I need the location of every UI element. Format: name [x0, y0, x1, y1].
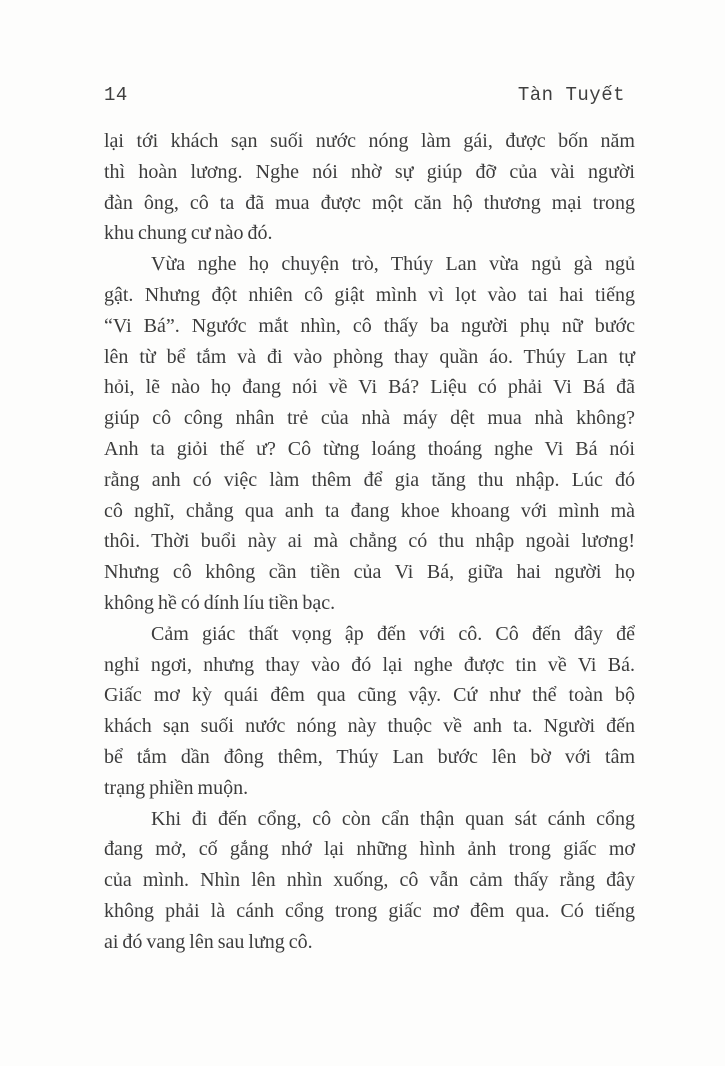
text-line: hỏi, lẽ nào họ đang nói về Vi Bá? Liệu có phải Vi Bá đã: [104, 376, 635, 399]
page-number: 14: [104, 84, 128, 106]
text-line: khách sạn suối nước nóng này thuộc về anh ta. Người đến: [104, 715, 635, 738]
text-line: Khi đi đến cổng, cô còn cẩn thận quan sát cánh cổng: [151, 807, 635, 830]
text-line: không phải là cánh cổng trong giấc mơ đêm qua. Có tiếng: [104, 899, 635, 922]
page-header: [104, 83, 625, 107]
text-line: không hề có dính líu tiền bạc.: [104, 591, 336, 614]
body-text: [104, 126, 635, 958]
text-line: cô nghĩ, chẳng qua anh ta đang khoe khoang với mình mà: [104, 499, 635, 522]
text-line: giúp cô công nhân trẻ của nhà máy dệt mua nhà không?: [104, 407, 635, 430]
running-title: Tàn Tuyết: [517, 84, 625, 106]
text-line: nghỉ ngơi, nhưng thay vào đó lại nghe được tin về Vi Bá.: [104, 653, 635, 676]
text-line: thôi. Thời buổi này ai mà chẳng có thu nhập ngoài lương!: [104, 530, 635, 553]
text-line: Nhưng cô không cần tiền của Vi Bá, giữa hai người họ: [104, 561, 635, 584]
text-line: thì hoàn lương. Nghe nói nhờ sự giúp đỡ của vài người: [104, 160, 635, 183]
text-line: đàn ông, cô ta đã mua được một căn hộ thương mại trong: [104, 191, 635, 214]
text-line: đang mở, cố gắng nhớ lại những hình ảnh trong giấc mơ: [104, 838, 635, 861]
text-line: Anh ta giỏi thế ư? Cô từng loáng thoáng nghe Vi Bá nói: [104, 437, 635, 460]
text-line: khu chung cư nào đó.: [104, 222, 273, 245]
text-line: Vừa nghe họ chuyện trò, Thúy Lan vừa ngủ gà ngủ: [151, 253, 635, 276]
text-line: của mình. Nhìn lên nhìn xuống, cô vẫn cảm thấy rằng đây: [104, 869, 635, 892]
text-line: Cảm giác thất vọng ập đến với cô. Cô đến đây để: [151, 622, 635, 645]
text-line: “Vi Bá”. Ngước mắt nhìn, cô thấy ba người phụ nữ bước: [104, 314, 635, 337]
text-line: lên từ bể tắm và đi vào phòng thay quần áo. Thúy Lan tự: [104, 345, 635, 368]
text-line: lại tới khách sạn suối nước nóng làm gái, được bốn năm: [104, 130, 635, 152]
text-line: gật. Nhưng đột nhiên cô giật mình vì lọt vào tai hai tiếng: [104, 283, 635, 306]
text-line: Giấc mơ kỳ quái đêm qua cũng vậy. Cứ như thể toàn bộ: [104, 684, 635, 707]
text-line: bể tắm dần đông thêm, Thúy Lan bước lên bờ với tâm: [104, 745, 635, 768]
text-line: rằng anh có việc làm thêm để gia tăng thu nhập. Lúc đó: [104, 468, 635, 491]
text-line: ai đó vang lên sau lưng cô.: [104, 930, 313, 953]
text-line: trạng phiền muộn.: [104, 776, 249, 799]
